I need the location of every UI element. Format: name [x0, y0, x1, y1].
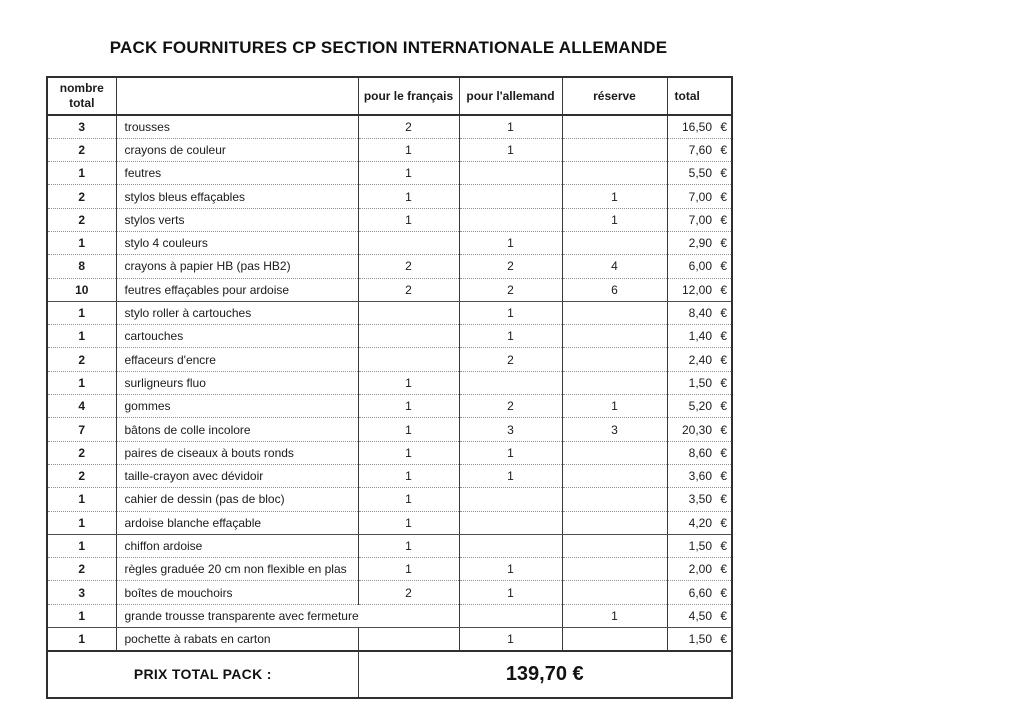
column-header-reserve: réserve [562, 77, 667, 115]
currency-symbol: € [720, 538, 727, 553]
price-amount [668, 423, 732, 437]
column-header-item [116, 77, 358, 115]
for-german-cell [459, 162, 562, 185]
currency-symbol: € [720, 375, 727, 390]
quantity-total-cell: 1 [47, 301, 116, 324]
amount-value: 3,50 [688, 492, 712, 507]
for-french-cell: 2 [358, 581, 459, 604]
for-french-cell: 1 [358, 511, 459, 534]
table-row [47, 348, 732, 371]
price-total-cell [667, 371, 732, 394]
for-french-cell [358, 231, 459, 254]
reserve-cell [562, 162, 667, 185]
reserve-cell [562, 534, 667, 557]
item-name-cell: bâtons de colle incolore [116, 418, 358, 441]
item-name-cell: grande trousse transparente avec fermeture [116, 604, 459, 627]
for-german-cell [459, 604, 562, 627]
quantity-total-cell: 1 [47, 534, 116, 557]
table-row [47, 208, 732, 231]
amount-value: 1,50 [688, 538, 712, 553]
for-french-cell: 1 [358, 418, 459, 441]
item-name-cell: stylos bleus effaçables [116, 185, 358, 208]
price-total-cell [667, 558, 732, 581]
for-french-cell: 1 [358, 371, 459, 394]
amount-value: 2,90 [688, 236, 712, 251]
item-name-cell: gommes [116, 395, 358, 418]
item-name-cell: trousses [116, 115, 358, 138]
price-total-cell [667, 138, 732, 161]
for-german-cell [459, 185, 562, 208]
price-amount [668, 609, 732, 623]
price-amount [668, 120, 732, 134]
amount-value: 5,20 [688, 399, 712, 414]
currency-symbol: € [720, 166, 727, 181]
column-header-pour-le-francais: pour le français [358, 77, 459, 115]
amount-value: 2,00 [688, 562, 712, 577]
currency-symbol: € [720, 142, 727, 157]
currency-symbol: € [720, 119, 727, 134]
table-row [47, 115, 732, 138]
price-amount [668, 446, 732, 460]
table-row [47, 534, 732, 557]
price-total-cell [667, 581, 732, 604]
price-total-cell [667, 231, 732, 254]
amount-value: 1,40 [688, 329, 712, 344]
quantity-total-cell: 1 [47, 511, 116, 534]
amount-value: 4,20 [688, 515, 712, 530]
currency-symbol: € [720, 631, 727, 646]
price-total-cell [667, 162, 732, 185]
item-name-cell: taille-crayon avec dévidoir [116, 464, 358, 487]
currency-symbol: € [720, 608, 727, 623]
amount-value: 1,50 [688, 631, 712, 646]
table-row [47, 255, 732, 278]
table-body [47, 115, 732, 651]
price-amount [668, 632, 732, 646]
for-german-cell: 1 [459, 325, 562, 348]
quantity-total-cell: 1 [47, 604, 116, 627]
reserve-cell [562, 348, 667, 371]
currency-symbol: € [720, 212, 727, 227]
price-amount [668, 283, 732, 297]
for-french-cell: 2 [358, 278, 459, 301]
reserve-cell [562, 371, 667, 394]
quantity-total-cell: 2 [47, 138, 116, 161]
reserve-cell [562, 325, 667, 348]
for-german-cell: 3 [459, 418, 562, 441]
item-name-cell: chiffon ardoise [116, 534, 358, 557]
currency-symbol: € [720, 236, 727, 251]
quantity-total-cell: 2 [47, 208, 116, 231]
column-header-pour-l-allemand: pour l'allemand [459, 77, 562, 115]
table-row [47, 604, 732, 627]
table-row [47, 418, 732, 441]
quantity-total-cell: 2 [47, 464, 116, 487]
reserve-cell [562, 138, 667, 161]
reserve-cell [562, 115, 667, 138]
for-french-cell: 1 [358, 441, 459, 464]
quantity-total-cell: 3 [47, 115, 116, 138]
reserve-cell: 3 [562, 418, 667, 441]
for-german-cell [459, 511, 562, 534]
reserve-cell: 1 [562, 185, 667, 208]
reserve-cell: 1 [562, 395, 667, 418]
price-amount [668, 353, 732, 367]
table-row [47, 231, 732, 254]
amount-value: 16,50 [681, 119, 712, 134]
reserve-cell [562, 441, 667, 464]
table-row [47, 628, 732, 651]
currency-symbol: € [720, 282, 727, 297]
item-name-cell: règles graduée 20 cm non flexible en plas [116, 558, 358, 581]
item-name-cell: cahier de dessin (pas de bloc) [116, 488, 358, 511]
quantity-total-cell: 1 [78, 631, 86, 646]
for-german-cell: 1 [459, 441, 562, 464]
reserve-cell [562, 301, 667, 324]
column-header-total: total [667, 77, 732, 115]
for-french-cell: 1 [358, 185, 459, 208]
table-row [47, 278, 732, 301]
item-name-cell: stylo 4 couleurs [116, 231, 358, 254]
currency-symbol: € [720, 306, 727, 321]
for-french-cell [358, 301, 459, 324]
reserve-cell [562, 511, 667, 534]
for-french-cell: 1 [358, 395, 459, 418]
for-german-cell: 1 [459, 301, 562, 324]
price-total-cell [667, 325, 732, 348]
column-header-nombre-total: nombre total [47, 77, 116, 115]
price-total-cell [667, 464, 732, 487]
currency-symbol: € [720, 399, 727, 414]
reserve-cell: 4 [562, 255, 667, 278]
for-german-cell: 1 [459, 115, 562, 138]
item-name-cell: paires de ciseaux à bouts ronds [116, 441, 358, 464]
price-total-cell [667, 278, 732, 301]
for-german-cell: 2 [459, 348, 562, 371]
for-german-cell: 1 [459, 628, 562, 651]
price-amount [668, 306, 732, 320]
price-total-cell [667, 185, 732, 208]
price-total-cell [667, 604, 732, 627]
item-name-cell: stylos verts [116, 208, 358, 231]
amount-value: 1,50 [688, 375, 712, 390]
table-footer [47, 651, 732, 698]
for-french-cell: 1 [358, 488, 459, 511]
for-german-cell [459, 208, 562, 231]
for-french-cell: 1 [358, 208, 459, 231]
reserve-cell [562, 581, 667, 604]
reserve-cell: 6 [562, 278, 667, 301]
quantity-total-cell: 1 [47, 325, 116, 348]
table-row [47, 488, 732, 511]
table-row [47, 581, 732, 604]
quantity-total-cell: 10 [47, 278, 116, 301]
price-amount [668, 516, 732, 530]
amount-value: 7,00 [688, 212, 712, 227]
supplies-table [46, 76, 733, 699]
for-german-cell: 2 [459, 255, 562, 278]
quantity-total-cell: 2 [47, 441, 116, 464]
price-amount [668, 166, 732, 180]
quantity-total-cell: 4 [47, 395, 116, 418]
reserve-cell [562, 628, 667, 651]
price-amount [668, 539, 732, 553]
reserve-cell: 1 [562, 604, 667, 627]
table-row [47, 185, 732, 208]
currency-symbol: € [720, 445, 727, 460]
amount-value: 20,30 [681, 422, 712, 437]
price-total-cell [667, 628, 732, 651]
quantity-total-cell: 2 [47, 185, 116, 208]
table-row [47, 162, 732, 185]
for-french-cell: 1 [358, 464, 459, 487]
item-name-cell: pochette à rabats en carton [116, 628, 358, 651]
currency-symbol: € [720, 562, 727, 577]
reserve-cell [562, 558, 667, 581]
price-amount [668, 562, 732, 576]
quantity-total-cell: 1 [47, 371, 116, 394]
price-amount [668, 376, 732, 390]
amount-value: 4,50 [688, 608, 712, 623]
for-french-cell: 1 [358, 138, 459, 161]
price-total-cell [667, 441, 732, 464]
for-french-cell: 1 [358, 558, 459, 581]
item-name-cell: boîtes de mouchoirs [116, 581, 358, 604]
table-row [47, 395, 732, 418]
grand-total-label: PRIX TOTAL PACK : [47, 651, 358, 698]
for-french-cell: 1 [358, 534, 459, 557]
quantity-total-cell: 1 [47, 231, 116, 254]
price-amount [668, 469, 732, 483]
footer-row [47, 651, 732, 698]
price-amount [668, 190, 732, 204]
item-name-cell: cartouches [116, 325, 358, 348]
for-german-cell [459, 488, 562, 511]
price-total-cell [667, 115, 732, 138]
currency-symbol: € [720, 352, 727, 367]
for-german-cell: 1 [459, 558, 562, 581]
for-french-cell [358, 628, 459, 651]
currency-symbol: € [720, 515, 727, 530]
price-amount [668, 329, 732, 343]
table-row [47, 464, 732, 487]
currency-symbol: € [720, 469, 727, 484]
amount-value: 8,60 [688, 445, 712, 460]
table-row [47, 138, 732, 161]
price-amount [668, 492, 732, 506]
table-header [47, 77, 732, 115]
quantity-total-cell: 2 [47, 348, 116, 371]
reserve-cell [562, 464, 667, 487]
quantity-total-cell: 7 [47, 418, 116, 441]
price-total-cell [667, 301, 732, 324]
item-name-cell: feutres effaçables pour ardoise [116, 278, 358, 301]
item-name-cell: effaceurs d'encre [116, 348, 358, 371]
price-total-cell [667, 534, 732, 557]
amount-value: 8,40 [688, 306, 712, 321]
reserve-cell: 1 [562, 208, 667, 231]
quantity-total-cell: 3 [47, 581, 116, 604]
price-amount [668, 213, 732, 227]
for-german-cell: 1 [459, 464, 562, 487]
for-french-cell: 2 [358, 255, 459, 278]
item-name-cell: stylo roller à cartouches [116, 301, 358, 324]
quantity-total-cell: 1 [47, 488, 116, 511]
for-german-cell: 2 [459, 395, 562, 418]
currency-symbol: € [720, 329, 727, 344]
currency-symbol: € [720, 422, 727, 437]
price-total-cell [667, 348, 732, 371]
for-german-cell: 1 [459, 231, 562, 254]
amount-value: 12,00 [681, 282, 712, 297]
amount-value: 6,60 [688, 585, 712, 600]
quantity-total-cell: 8 [47, 255, 116, 278]
table-row [47, 371, 732, 394]
price-amount [668, 586, 732, 600]
price-amount [668, 143, 732, 157]
currency-symbol: € [720, 492, 727, 507]
for-german-cell: 1 [459, 138, 562, 161]
for-german-cell: 1 [459, 581, 562, 604]
table-row [47, 441, 732, 464]
currency-symbol: € [720, 189, 727, 204]
item-name-cell: ardoise blanche effaçable [116, 511, 358, 534]
for-french-cell: 2 [358, 115, 459, 138]
quantity-total-cell: 2 [47, 558, 116, 581]
currency-symbol: € [720, 585, 727, 600]
price-amount [668, 399, 732, 413]
amount-value: 2,40 [688, 352, 712, 367]
price-amount [668, 259, 732, 273]
page-title: PACK FOURNITURES CP SECTION INTERNATIONALE ALLEMANDE [109, 38, 668, 57]
amount-value: 5,50 [688, 166, 712, 181]
for-french-cell: 1 [358, 162, 459, 185]
amount-value: 7,60 [688, 142, 712, 157]
item-name-cell: crayons de couleur [116, 138, 358, 161]
reserve-cell [562, 231, 667, 254]
amount-value: 7,00 [688, 189, 712, 204]
price-total-cell [667, 511, 732, 534]
table-row [47, 558, 732, 581]
price-total-cell [667, 255, 732, 278]
currency-symbol: € [720, 259, 727, 274]
table-row [47, 511, 732, 534]
amount-value: 3,60 [688, 469, 712, 484]
reserve-cell [562, 488, 667, 511]
for-french-cell [358, 348, 459, 371]
amount-value: 6,00 [688, 259, 712, 274]
table-row [47, 325, 732, 348]
table-row [47, 301, 732, 324]
for-french-cell [358, 325, 459, 348]
quantity-total-cell: 1 [47, 162, 116, 185]
price-amount [668, 236, 732, 250]
header-row [47, 77, 732, 115]
item-name-cell: feutres [116, 162, 358, 185]
grand-total-value: 139,70 € [358, 651, 732, 698]
for-german-cell [459, 371, 562, 394]
for-german-cell [459, 534, 562, 557]
price-total-cell [667, 208, 732, 231]
price-total-cell [667, 418, 732, 441]
item-name-cell: crayons à papier HB (pas HB2) [116, 255, 358, 278]
price-total-cell [667, 488, 732, 511]
for-german-cell: 2 [459, 278, 562, 301]
item-name-cell: surligneurs fluo [116, 371, 358, 394]
price-total-cell [667, 395, 732, 418]
